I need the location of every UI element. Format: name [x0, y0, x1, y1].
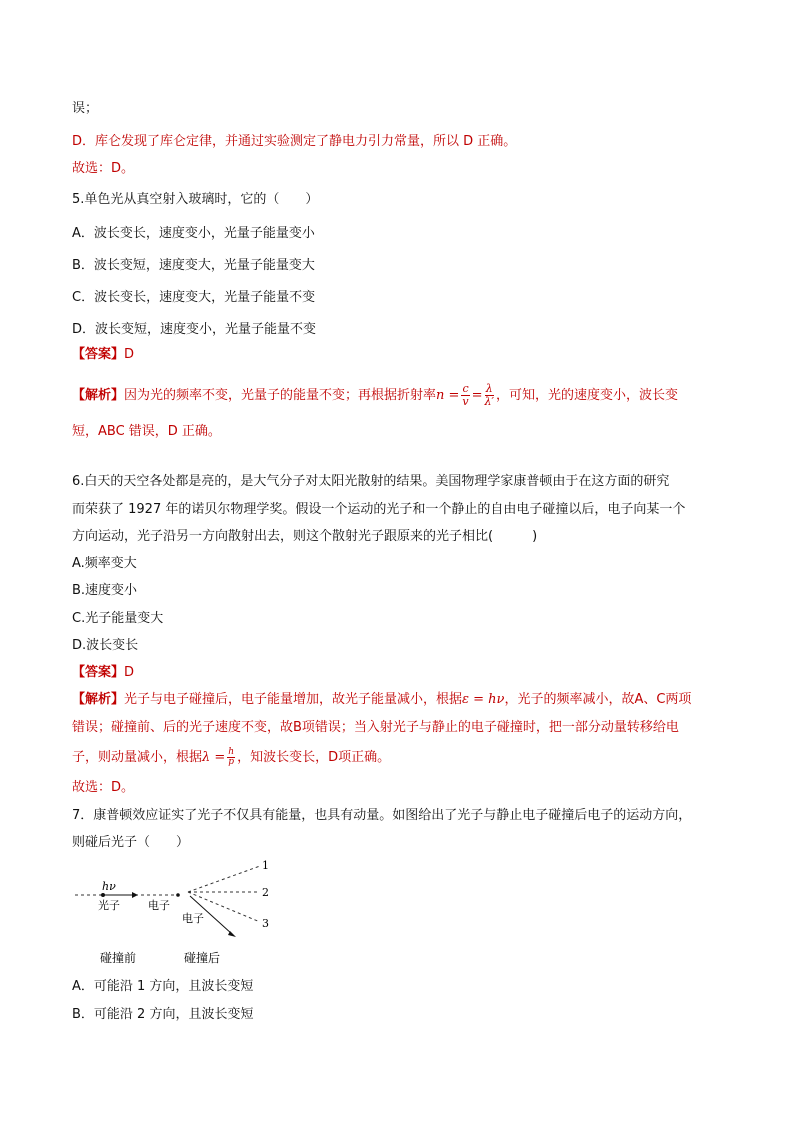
question-5: 5.单色光从真空射入玻璃时，它的（ ）: [72, 192, 319, 207]
answer-line: 【答案】D: [72, 347, 135, 362]
text-line: 误；: [72, 101, 99, 116]
after-label: 碰撞后: [184, 951, 221, 965]
explanation-line: 错误；碰撞前、后的光子速度不变，故B项错误；当入射光子与静止的电子碰撞时，把一部分动量转移给电: [72, 720, 679, 735]
direction-label: 3: [262, 917, 269, 930]
answer-line: 【答案】D: [72, 665, 135, 680]
question-7: 7．康普顿效应证实了光子不仅具有能量，也具有动量。如图给出了光子与静止电子碰撞后电子的运动方向，: [72, 808, 692, 823]
compton-diagram: [70, 852, 300, 972]
direction-label: 2: [262, 886, 269, 899]
explanation-line: 【解析】光子与电子碰撞后，电子能量增加，故光子能量减小，根据ε = hν，光子的频率减小，故A、C两项: [72, 692, 692, 707]
option-a: A．波长变长，速度变小，光量子能量变小: [72, 226, 315, 241]
question-7: 则碰后光子（ ）: [72, 835, 190, 850]
option-c: C．波长变长，速度变大，光量子能量不变: [72, 290, 316, 305]
photon-label: 光子: [98, 899, 120, 912]
text-line: 故选：D。: [72, 161, 135, 176]
question-6: 而荣获了 1927 年的诺贝尔物理学奖。假设一个运动的光子和一个静止的自由电子碰撞以后，电子向某一个: [72, 502, 686, 517]
option-d: D．波长变短，速度变小，光量子能量不变: [72, 322, 317, 337]
arrowhead: [132, 892, 138, 898]
text-line: 故选：D。: [72, 780, 135, 795]
question-6: 6.白天的天空各处都是亮的，是大气分子对太阳光散射的结果。美国物理学家康普顿由于在这方面的研究: [72, 474, 670, 489]
option-b: B.速度变小: [72, 583, 138, 598]
hv-label: hν: [102, 880, 116, 893]
option-a: A．可能沿 1 方向，且波长变短: [72, 979, 254, 994]
electron-label: 电子: [148, 899, 170, 912]
option-a: A.频率变大: [72, 556, 137, 571]
electron-dot: [176, 893, 180, 897]
question-6: 方向运动，光子沿另一方向散射出去，则这个散射光子跟原来的光子相比( ): [72, 529, 538, 544]
before-label: 碰撞前: [100, 951, 137, 965]
explanation-line: 子，则动量减小，根据λ = $\frac{h}{p}$ ，知波长变长，D项正确。: [72, 747, 391, 767]
direction-label: 1: [262, 859, 269, 872]
fraction-lambda: $\frac{\lambda}{\lambda'}$: [484, 382, 494, 408]
electron-label: 电子: [182, 912, 204, 925]
direction-1: [188, 866, 260, 892]
explanation-line: 短，ABC 错误，D 正确。: [72, 424, 221, 439]
text-line: D．库仑发现了库仑定律，并通过实验测定了静电力引力常量，所以 D 正确。: [72, 134, 517, 149]
fraction-h-over-p: $\frac{h}{p}$: [228, 747, 235, 767]
option-c: C.光子能量变大: [72, 611, 164, 626]
photon-dot: [101, 893, 105, 897]
option-b: B．可能沿 2 方向，且波长变短: [72, 1007, 254, 1022]
fraction-c-over-v: $\frac{c}{v}$: [462, 382, 469, 408]
explanation-line: 【解析】因为光的频率不变，光量子的能量不变；再根据折射率n = $\frac{c}{v}$ = $\frac{\lambda}{\lambda'}$ ，可知，光的速度变小，波长变: [72, 382, 679, 408]
option-b: B．波长变短，速度变大，光量子能量变大: [72, 258, 315, 273]
option-d: D.波长变长: [72, 638, 139, 653]
